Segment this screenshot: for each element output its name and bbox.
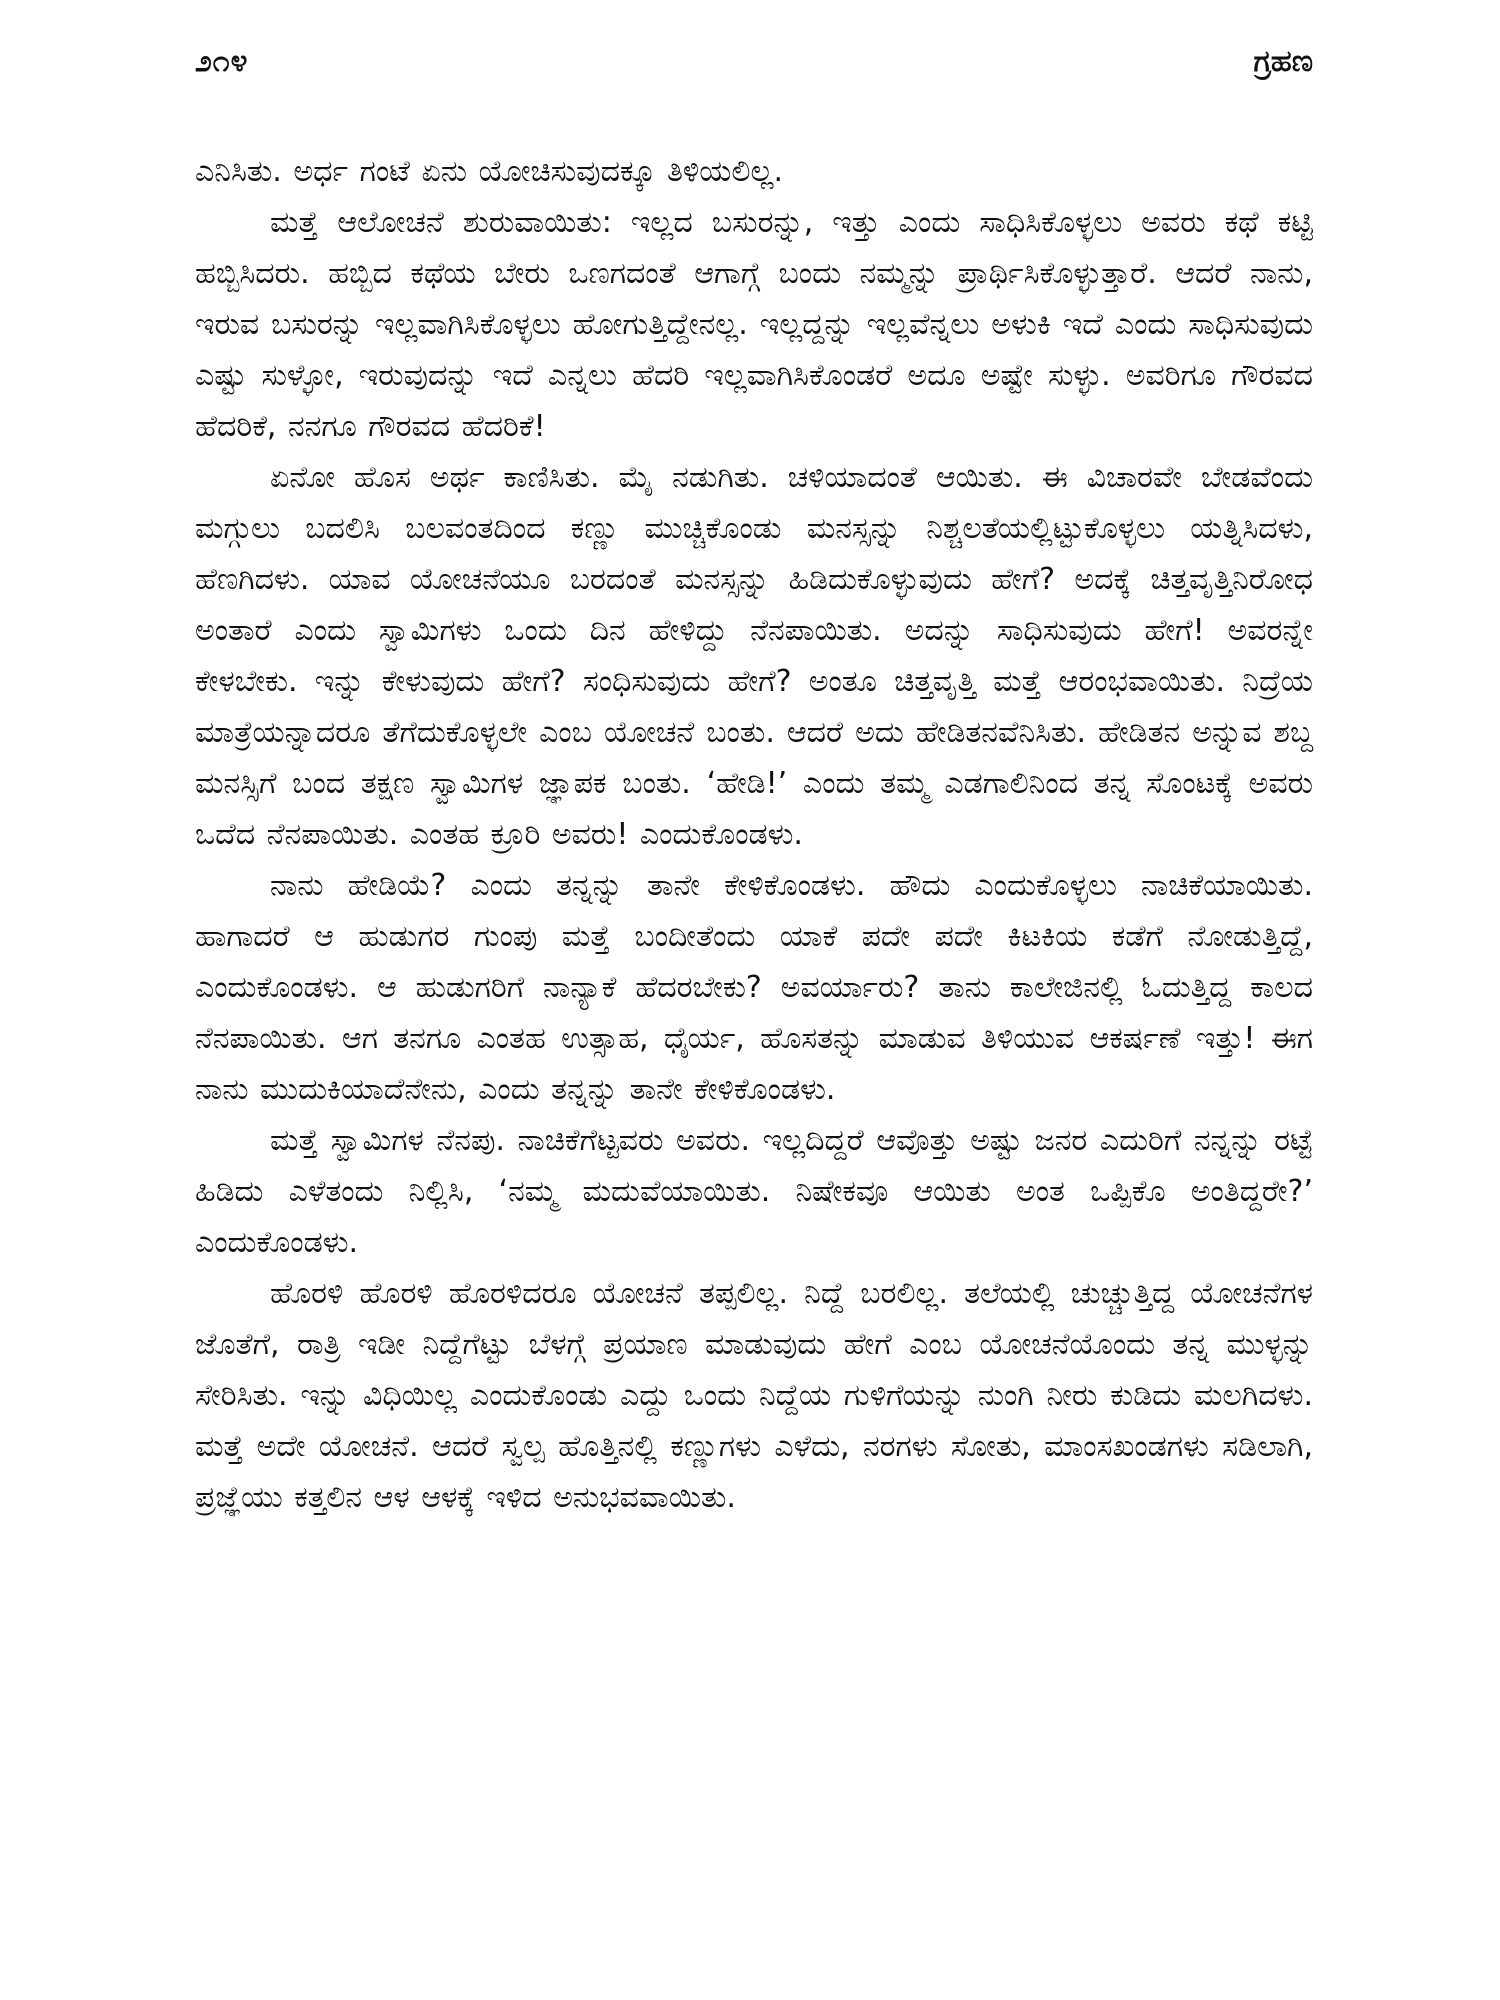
paragraph: ಹೊರಳಿ ಹೊರಳಿ ಹೊರಳಿದರೂ ಯೋಚನೆ ತಪ್ಪಲಿಲ್ಲ. ನಿದ್ದೆ ಬರಲಿಲ್ಲ. ತಲೆಯಲ್ಲಿ ಚುಚ್ಚುತ್ತಿದ್ದ ಯೋಚನೆಗಳ ಜೊತೆಗೆ, ರಾತ್ರಿ ಇಡೀ ನಿದ್ದೆಗೆಟ್ಟು ಬೆಳಗ್ಗೆ ಪ್ರಯಾಣ ಮಾಡುವುದು ಹೇಗೆ ಎಂಬ ಯೋಚನೆಯೊಂದು ತನ್ನ ಮುಳ್ಳನ್ನು ಸೇರಿಸಿತು. ಇನ್ನು ವಿಧಿಯಿಲ್ಲ ಎಂದುಕೊಂಡು ಎದ್ದು ಒಂದು ನಿದ್ದೆಯ ಗುಳಿಗೆಯನ್ನು ನುಂಗಿ ನೀರು ಕುಡಿದು ಮಲಗಿದಳು. ಮತ್ತೆ ಅದೇ ಯೋಚನೆ. ಆದರೆ ಸ್ವಲ್ಪ ಹೊತ್ತಿನಲ್ಲಿ ಕಣ್ಣುಗಳು ಎಳೆದು, ನರಗಳು ಸೋತು, ಮಾಂಸಖಂಡಗಳು ಸಡಿಲಾಗಿ, ಪ್ರಜ್ಞೆಯು ಕತ್ತಲಿನ ಆಳ ಆಳಕ್ಕೆ ಇಳಿದ ಅನುಭವವಾಯಿತು. (195, 1276, 1313, 1515)
paragraph: ಏನೋ ಹೊಸ ಅರ್ಥ ಕಾಣಿಸಿತು. ಮೈ ನಡುಗಿತು. ಚಳಿಯಾದಂತೆ ಆಯಿತು. ಈ ವಿಚಾರವೇ ಬೇಡವೆಂದು ಮಗ್ಗುಲು ಬದಲಿಸಿ ಬಲವಂತದಿಂದ ಕಣ್ಣು ಮುಚ್ಚಿಕೊಂಡು ಮನಸ್ಸನ್ನು ನಿಶ್ಚಲತೆಯಲ್ಲಿಟ್ಟುಕೊಳ್ಳಲು ಯತ್ನಿಸಿದಳು, ಹೆಣಗಿದಳು. ಯಾವ ಯೋಚನೆಯೂ ಬರದಂತೆ ಮನಸ್ಸನ್ನು ಹಿಡಿದುಕೊಳ್ಳುವುದು ಹೇಗೆ? ಅದಕ್ಕೆ ಚಿತ್ತವೃತ್ತಿನಿರೋಧ ಅಂತಾರೆ ಎಂದು ಸ್ವಾಮಿಗಳು ಒಂದು ದಿನ ಹೇಳಿದ್ದು ನೆನಪಾಯಿತು. ಅದನ್ನು ಸಾಧಿಸುವುದು ಹೇಗೆ! ಅವರನ್ನೇ ಕೇಳಬೇಕು. ಇನ್ನು ಕೇಳುವುದು ಹೇಗೆ? ಸಂಧಿಸುವುದು ಹೇಗೆ? ಅಂತೂ ಚಿತ್ತವೃತ್ತಿ ಮತ್ತೆ ಆರಂಭವಾಯಿತು. ನಿದ್ರೆಯ ಮಾತ್ರೆಯನ್ನಾದರೂ ತೆಗೆದುಕೊಳ್ಳಲೇ ಎಂಬ ಯೋಚನೆ ಬಂತು. ಆದರೆ ಅದು ಹೇಡಿತನವೆನಿಸಿತು. ಹೇಡಿತನ ಅನ್ನುವ ಶಬ್ದ ಮನಸ್ಸಿಗೆ ಬಂದ ತಕ್ಷಣ ಸ್ವಾಮಿಗಳ ಜ್ಞಾಪಕ ಬಂತು. ‘ಹೇಡಿ!’ ಎಂದು ತಮ್ಮ ಎಡಗಾಲಿನಿಂದ ತನ್ನ ಸೊಂಟಕ್ಕೆ ಅವರು ಒದೆದ ನೆನಪಾಯಿತು. ಎಂತಹ ಕ್ರೂರಿ ಅವರು! ಎಂದುಕೊಂಡಳು. (195, 460, 1313, 852)
paragraph: ಮತ್ತೆ ಸ್ವಾಮಿಗಳ ನೆನಪು. ನಾಚಿಕೆಗೆಟ್ಟವರು ಅವರು. ಇಲ್ಲದಿದ್ದರೆ ಆವೊತ್ತು ಅಷ್ಟು ಜನರ ಎದುರಿಗೆ ನನ್ನನ್ನು ರಟ್ಟೆ ಹಿಡಿದು ಎಳೆತಂದು ನಿಲ್ಲಿಸಿ, ‘ನಮ್ಮ ಮದುವೆಯಾಯಿತು. ನಿಷೇಕವೂ ಆಯಿತು ಅಂತ ಒಪ್ಪಿಕೊ ಅಂತಿದ್ದರೇ?’ ಎಂದುಕೊಂಡಳು. (195, 1123, 1313, 1260)
body-text (195, 146, 1313, 1523)
page-header (195, 42, 1313, 90)
running-title: ಗ್ರಹಣ (1253, 44, 1313, 79)
page-number: ೨೧೪ (195, 44, 249, 79)
paragraph: ಮತ್ತೆ ಆಲೋಚನೆ ಶುರುವಾಯಿತು: ಇಲ್ಲದ ಬಸುರನ್ನು, ಇತ್ತು ಎಂದು ಸಾಧಿಸಿಕೊಳ್ಳಲು ಅವರು ಕಥೆ ಕಟ್ಟಿ ಹಬ್ಬಿಸಿದರು. ಹಬ್ಬಿದ ಕಥೆಯ ಬೇರು ಒಣಗದಂತೆ ಆಗಾಗ್ಗೆ ಬಂದು ನಮ್ಮನ್ನು ಪ್ರಾರ್ಥಿಸಿಕೊಳ್ಳುತ್ತಾರೆ. ಆದರೆ ನಾನು, ಇರುವ ಬಸುರನ್ನು ಇಲ್ಲವಾಗಿಸಿಕೊಳ್ಳಲು ಹೋಗುತ್ತಿದ್ದೇನಲ್ಲ. ಇಲ್ಲದ್ದನ್ನು ಇಲ್ಲವೆನ್ನಲು ಅಳುಕಿ ಇದೆ ಎಂದು ಸಾಧಿಸುವುದು ಎಷ್ಟು ಸುಳ್ಳೋ, ಇರುವುದನ್ನು ಇದೆ ಎನ್ನಲು ಹೆದರಿ ಇಲ್ಲವಾಗಿಸಿಕೊಂಡರೆ ಅದೂ ಅಷ್ಟೇ ಸುಳ್ಳು. ಅವರಿಗೂ ಗೌರವದ ಹೆದರಿಕೆ, ನನಗೂ ಗೌರವದ ಹೆದರಿಕೆ! (195, 205, 1313, 444)
paragraph: ನಾನು ಹೇಡಿಯೆ? ಎಂದು ತನ್ನನ್ನು ತಾನೇ ಕೇಳಿಕೊಂಡಳು. ಹೌದು ಎಂದುಕೊಳ್ಳಲು ನಾಚಿಕೆಯಾಯಿತು. ಹಾಗಾದರೆ ಆ ಹುಡುಗರ ಗುಂಪು ಮತ್ತೆ ಬಂದೀತೆಂದು ಯಾಕೆ ಪದೇ ಪದೇ ಕಿಟಕಿಯ ಕಡೆಗೆ ನೋಡುತ್ತಿದ್ದೆ, ಎಂದುಕೊಂಡಳು. ಆ ಹುಡುಗರಿಗೆ ನಾನ್ಯಾಕೆ ಹೆದರಬೇಕು? ಅವರ್ಯಾರು? ತಾನು ಕಾಲೇಜಿನಲ್ಲಿ ಓದುತ್ತಿದ್ದ ಕಾಲದ ನೆನಪಾಯಿತು. ಆಗ ತನಗೂ ಎಂತಹ ಉತ್ಸಾಹ, ಧೈರ್ಯ, ಹೊಸತನ್ನು ಮಾಡುವ ತಿಳಿಯುವ ಆಕರ್ಷಣೆ ಇತ್ತು! ಈಗ ನಾನು ಮುದುಕಿಯಾದೆನೇನು, ಎಂದು ತನ್ನನ್ನು ತಾನೇ ಕೇಳಿಕೊಂಡಳು. (195, 868, 1313, 1107)
paragraph-continuation: ಎನಿಸಿತು. ಅರ್ಧ ಗಂಟೆ ಏನು ಯೋಚಿಸುವುದಕ್ಕೂ ತಿಳಿಯಲಿಲ್ಲ. (195, 154, 784, 189)
